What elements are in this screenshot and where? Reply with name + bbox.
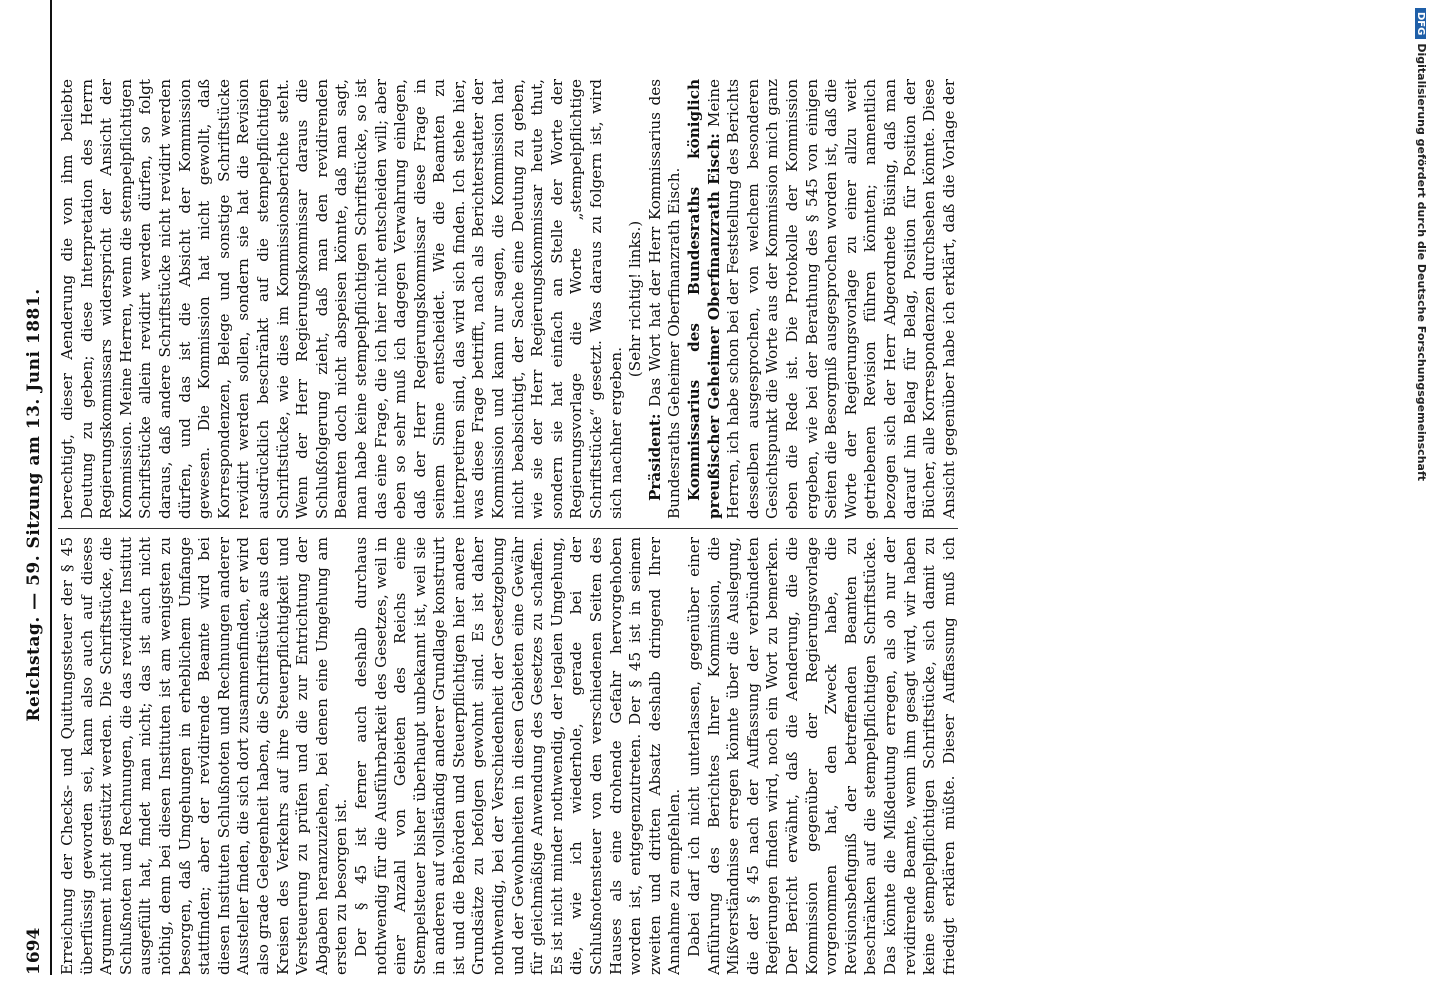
dfg-logo: DFG <box>1415 8 1426 39</box>
page-header <box>20 35 50 975</box>
speaker-label: Präsident: <box>645 413 664 501</box>
speaker-text: Meine Herren, ich habe schon bei der Feststellung des Berichts desselben ausgesprochen, von welchem besonderen Gesichtspunkt die Worte aus der Kommission mich ganz eben die Rede ist. Die Protokolle der Kommission ergeben, wie bei der Berathung des § 545 von einigen Seiten die Besorgniß ausgesprochen worden ist, daß die Worte der Regierungsvorlage zu einer allzu weit getriebenen Revision führen könnten; namentlich bezogen sich der Herr Abgeordnete Büsing, daß man darauf hin Belag für Belag, Position für Position der Bücher, alle Korrespondenzen durchsehen könnte. Diese Ansicht gegenüber habe ich erklärt, daß die Vorlage der <box>704 79 958 519</box>
paragraph: Dabei darf ich nicht unterlassen, gegenüber einer Anführung des Berichtes Ihrer Kommission, die Mißverständnisse erregen könnte über die Auslegung, die der § 45 nach der Auffassung der verbündeten Regierungen finden wird, noch ein Wort zu bemerken. Der Bericht erwähnt, daß die Aenderung, die die Kommission gegenüber der Regierungsvorlage vorgenommen hat, den Zweck habe, die Revisionsbefugniß der betreffenden Beamten zu beschränken auf die stempelpflichtigen Schriftstücke. Das könnte die Mißdeutung erregen, als ob nur der revidirende Beamte, wenn ihm gesagt wird, wir haben keine stempelpflichtigen Schriftstücke, sich damit zu friedigt erklären müßte. Dieser Auffassung muß ich <box>685 537 958 975</box>
paragraph: Der § 45 ist ferner auch deshalb durchaus nothwendig für die Ausführbarkeit des Gesetzes, weil in einer Anzahl von Gebieten des Reichs eine Stempelsteuer bisher überhaupt unbekannt ist, weil sie in anderen auf vollständig anderer Grundlage konstruirt ist und die Behörden und Steuerpflichtigen hier andere Grundsätze zu befolgen gewohnt sind. Es ist daher nothwendig, bei der Verschiedenheit der Gesetzgebung und der Gewohnheiten in diesen Gebieten eine Gewähr für gleichmäßige Anwendung des Gesetzes zu schaffen. Es ist nicht minder nothwendig, der legalen Umgehung, die, wie ich wiederhole, gerade bei der Schlußnotensteuer von den verschiedenen Seiten des Hauses als eine drohende Gefahr hervorgehoben worden ist, entgegenzutreten. Der § 45 ist in seinem zweiten und dritten Absatz deshalb dringend Ihrer Annahme zu empfehlen. <box>351 537 684 975</box>
speaker-paragraph <box>646 79 685 519</box>
dfg-credit-text: Digitalisierung gefördert durch die Deutsche Forschungsgemeinschaft <box>1415 43 1428 482</box>
text-column-right <box>58 79 958 519</box>
header-rule <box>50 0 52 975</box>
speaker-text: Das Wort hat der Herr Kommissarius des Bundesraths Geheimer Oberfinanzrath Eisch. <box>645 79 684 519</box>
speaker-paragraph <box>685 79 958 519</box>
dfg-watermark <box>1404 0 1428 1000</box>
speaker-label: Kommissarius des Bundesraths königlich preußischer Geheimer Oberfinanzrath Eisch: <box>685 79 723 519</box>
page-number: 1694 <box>24 927 44 975</box>
applause-note: (Sehr richtig! links.) <box>626 220 645 378</box>
text-column-left <box>58 537 958 975</box>
rotated-document-page <box>20 15 1410 975</box>
column-divider <box>58 528 958 529</box>
page-title: Reichstag. — 59. Sitzung am 13. Juni 1881. <box>24 288 44 722</box>
paragraph: Erreichung der Checks- und Quittungssteuer der § 45 überflüssig geworden sei, kann also auch auf dieses Argument nicht gestützt werden. Die Schriftstücke, die Schlußnoten und Rechnungen, die das revidirte Institut ausgefüllt hat, findet man nicht; das ist auch nicht nöthig, denn bei diesen Instituten ist am wenigsten zu besorgen, daß Umgehungen in erheblichem Umfange stattfinden; aber der revidirende Beamte wird bei diesen Instituten Schlußnoten und Rechnungen anderer Aussteller finden, die sich dort zusammenfinden, er wird also grade Gelegenheit haben, die Schriftstücke aus den Kreisen des Verkehrs auf ihre Steuerpflichtigkeit und Versteuerung zu prüfen und die zur Entrichtung der Abgaben heranzuziehen, bei denen eine Umgehung am ersten zu besorgen ist. <box>58 537 351 975</box>
paragraph: berechtigt, dieser Aenderung die von ihm beliebte Deutung zu geben; diese Interpretation des Herrn Regierungskommissars widerspricht der Ansicht der Kommission. Meine Herren, wenn die stempelpflichtigen Schriftstücke allein revidirt werden dürfen, so folgt daraus, daß andere Schriftstücke nicht revidirt werden dürfen, und das ist die Absicht der Kommission gewesen. Die Kommission hat nicht gewollt, daß Korrespondenzen, Belege und sonstige Schriftstücke revidirt werden sollen, sondern sie hat die Revision ausdrücklich beschränkt auf die stempelpflichtigen Schriftstücke, wie dies im Kommissionsberichte steht. Wenn der Herr Regierungskommissar daraus die Schlußfolgerung zieht, daß man den revidirenden Beamten doch nicht abspeisen könnte, daß man sagt, man habe keine stempelpflichtigen Schriftstücke, so ist das eine Frage, die ich hier nicht entscheiden will; aber eben so sehr muß ich dagegen Verwahrung einlegen, daß der Herr Regierungskommissar diese Frage in seinem Sinne entscheidet. Wie die Beamten zu interpretiren sind, das wird sich finden. Ich stehe hier, was diese Frage betrifft, nach als Berichterstatter der Kommission und kann nur sagen, die Kommission hat nicht beabsichtigt, der Sache eine Deutung zu geben, wie sie der Herr Regierungskommissar heute thut, sondern sie hat einfach an Stelle der Worte der Regierungsvorlage die Worte „stempelpflichtige Schriftstücke“ gesetzt. Was daraus zu folgern ist, wird sich nachher ergeben. <box>58 79 625 519</box>
